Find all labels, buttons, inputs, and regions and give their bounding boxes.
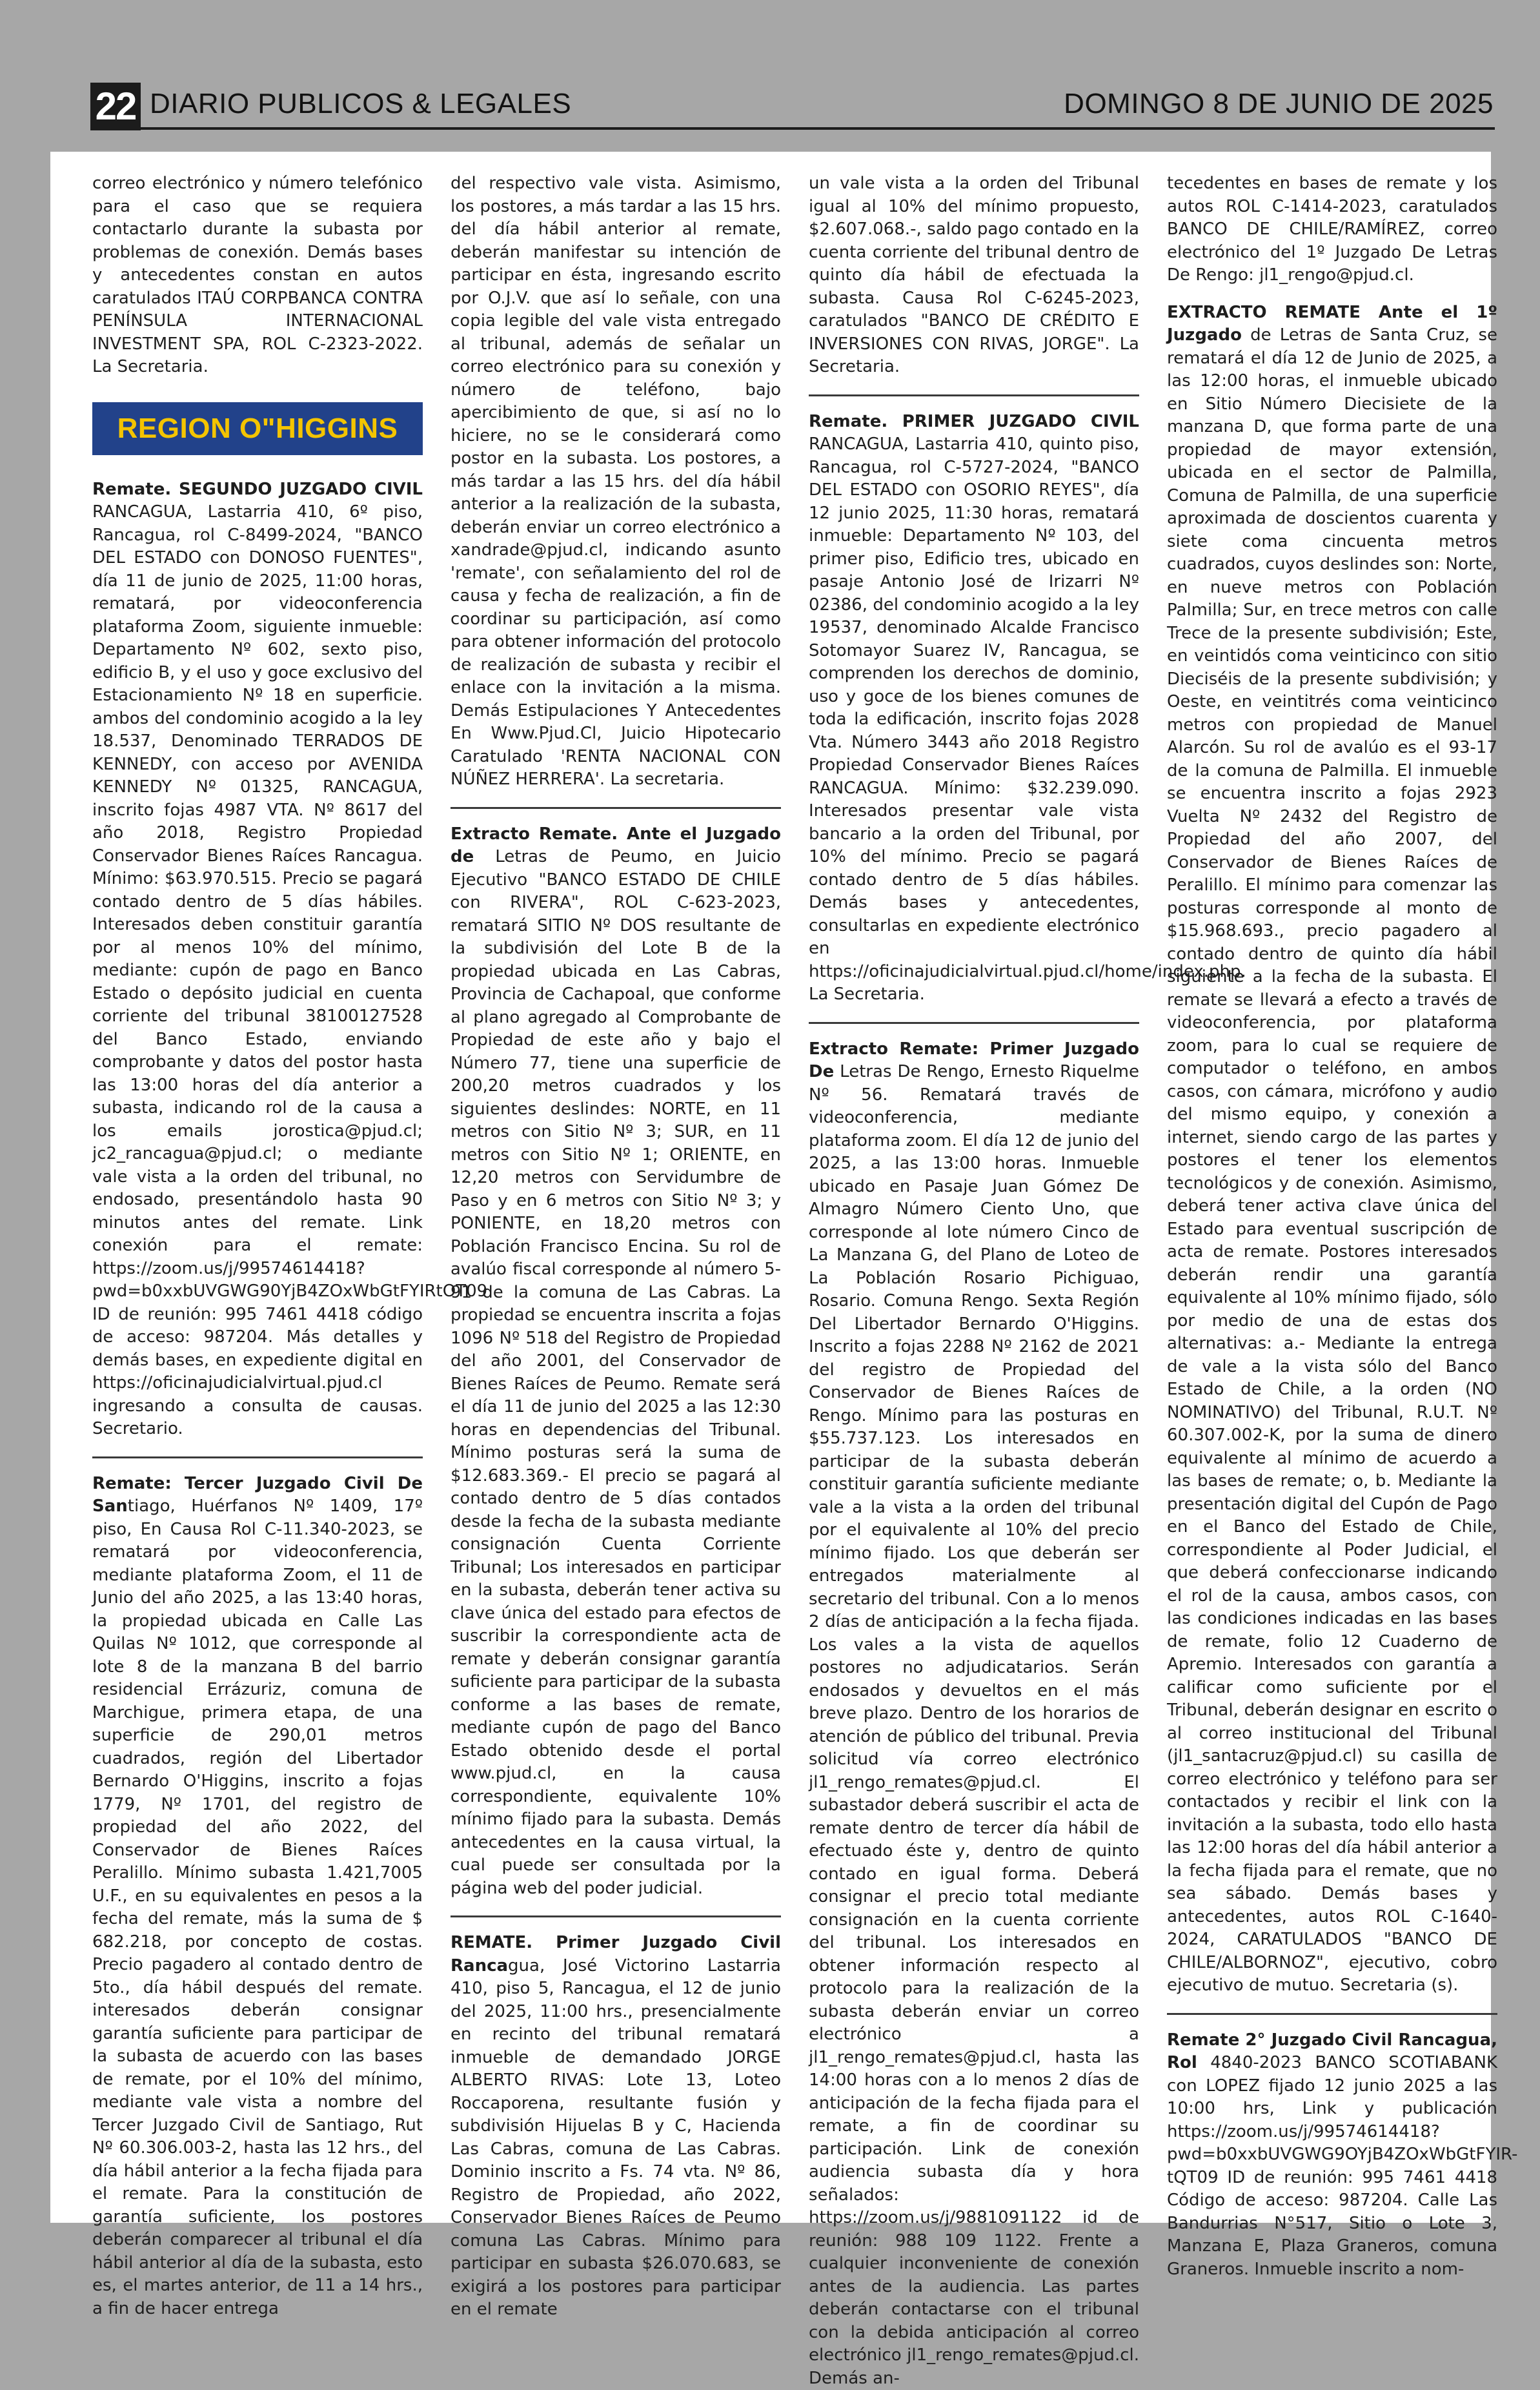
notice-text: gua, José Victorino Lastarria 410, piso 5, Rancagua, el 12 de junio del 2025, 11:00 hrs., presencialmente en recinto del tribunal rematará inmueble de demandado JORGE ALBERTO RIVAS: Lote 13, Loteo Roccaporena, resultante fusión y subdivisión Hijuelas B y C, Hacienda Las Cabras, comuna de Las Cabras. Dominio inscrito a Fs. 74 vta. Nº 86, Registro de Propiedad, año 2022, Conservador Bienes Raíces de Peumo comuna Las Cabras. Mínimo para participar en subasta $26.070.683, se exigirá a los postores para participar en el remate — [451, 1956, 781, 2320]
notice-heading: Remate. PRIMER JUZGADO CIVIL — [809, 412, 1139, 431]
notice-text: de Letras de Santa Cruz, se rematará el día 12 de Junio de 2025, a las 12:00 horas, el inmueble ubicado en Sitio Número Diecisiete de la manzana D, que forma parte de una propiedad de mayor extensión, ubicada en el sector de Palmilla, Comuna de Palmilla, de una superficie aproximada de doscientos cuarenta y siete coma cincuenta metros cuadrados, cuyos deslindes son: Norte, en nueve metros con Población Palmilla; Sur, en trece metros con calle Trece de la presente subdivisión; Este, en veintidós coma veinticinco con sitio Dieciséis de la presente subdivisión; y Oeste, en veintitrés coma veinticinco metros con propiedad de Manuel Alarcón. Su rol de avalúo es el 93-17 de la comuna de Palmilla. El inmueble se encuentra inscrito a fojas 2923 Vuelta Nº 2432 del Registro de Propiedad del año 2007, del Conservador de Bienes Raíces de Peralillo. El mínimo para comenzar las posturas corresponde al monto de $15.968.693., precio pagadero al contado dentro de quinto día hábil siguiente a la fecha de la subasta. El remate se llevará a efecto a través de videoconferencia, por plataforma zoom, para lo cual se requiere de computador o teléfono, en ambos casos, con cámara, micrófono y audio del mismo equipo, y conexión a internet, siendo cargo de las partes y postores el tener los elementos tecnológicos y de conexión. Asimismo, deberá tener activa clave única del Estado para eventual suscripción de acta de remate. Postores interesados deberán rendir una garantía equivalente al 10% mínimo fijado, sólo por medio de una de estas dos alternativas: a.- Mediante la entrega de vale a la vista sólo del Banco Estado de Chile, a la orden (NO NOMINATIVO) del Tribunal, R.U.T. Nº 60.307.002-K, por la suma de dinero equivalente al mínimo de acuerdo a las bases de remate; o, b. Mediante la presentación digital del Cupón de Pago en el Banco del Estado de Chile, correspondiente al Poder Judicial, el que deberá confeccionarse indicando el rol de la causa, ambos casos, con las condiciones indicadas en las bases de remate, folio 12 Cuaderno de Apremio. Interesados con garantía a calificar como suficiente por el Tribunal, deberán designar en escrito o al correo institucional del Tribunal (jl1_santacruz@pjud.cl) su casilla de correo electrónico y teléfono para ser contactados y recibir el link con la invitación a la subasta, todo ello hasta las 12:00 horas del día hábil anterior a la fecha fijada para el remate, que no sea sábado. Demás bases y antecedentes, autos ROL C-1640-2024, CARATULADOS "BANCO DE CHILE/ALBORNOZ", ejecutivo, cobro ejecutivo de mutuo. Secretaria (s). — [1167, 325, 1497, 1995]
notice-divider — [451, 807, 781, 809]
publication-date: DOMINGO 8 DE JUNIO DE 2025 — [1064, 88, 1494, 120]
notice-continuation: tecedentes en bases de remate y los autos ROL C-1414-2023, caratulados BANCO DE CHILE/RAMÍREZ, correo electrónico del 1º Juzgado De Letras De Rengo: jl1_rengo@pjud.cl. — [1167, 172, 1497, 287]
column-3 — [809, 172, 1139, 2390]
notice — [92, 1473, 423, 2321]
notice-text: Letras De Rengo, Ernesto Riquelme Nº 56. Rematará través de videoconferencia, mediante plataforma zoom. El día 12 de junio del 2025, a las 13:00 horas. Inmueble ubicado en Pasaje Juan Gómez De Almagro Número Ciento Uno, que corresponde al lote número Cinco de La Manzana G, del Plano de Loteo de La Población Rosario Pichiguao, Rosario. Comuna Rengo. Sexta Región Del Libertador Bernardo O'Higgins. Inscrito a fojas 2288 Nº 2162 de 2021 del registro de Propiedad del Conservador de Bienes Raíces de Rengo. Mínimo para las posturas en $55.737.123. Los interesados en participar de la subasta deberán constituir garantía suficiente mediante vale a la vista a la orden del tribunal por el equivalente al 10% del precio mínimo fijado. Los que deberán ser entregados materialmente al secretario del tribunal. Con a lo menos 2 días de anticipación a la fecha fijada. Los vales a la vista de aquellos postores no adjudicatarios. Serán endosados y devueltos en el más breve plazo. Dentro de los horarios de atención de público del tribunal. Previa solicitud vía correo electrónico jl1_rengo_remates@pjud.cl. El subastador deberá suscribir el acta de remate dentro de tercer día hábil de efectuado éste y, dentro de quinto contado en igual forma. Deberá consignar el precio total mediante consignación en la cuenta corriente del tribunal. Los interesados en obtener información respecto al protocolo para la realización de la subasta deberán enviar un correo electrónico a jl1_rengo_remates@pjud.cl, hasta las 14:00 horas con a lo menos 2 días de anticipación de la fecha fijada para el remate, a fin de coordinar su participación. Link de conexión audiencia subasta día y hora señalados: https://zoom.us/j/9881091122 id de reunión: 988 109 1122. Frente a cualquier inconveniente de conexión antes de la audiencia. Las partes deberán contactarse con el tribunal con la debida anticipación al correo electrónico jl1_rengo_remates@pjud.cl. Demás an- — [809, 1062, 1139, 2388]
notice-heading: Extracto Remate: Primer Juzgado De — [809, 1039, 1139, 1082]
page-number: 22 — [90, 83, 141, 130]
notice-heading: REMATE. Primer Juzgado Civil Ranca — [451, 1933, 781, 1976]
notice-divider — [92, 1456, 423, 1458]
notice-divider — [1167, 2013, 1497, 2015]
notice-text: 4840-2023 BANCO SCOTIABANK con LOPEZ fijado 12 junio 2025 a las 10:00 hrs, Link y publicación https://zoom.us/j/99574614418?pwd=b0xxbUVGWG9OYjB4ZOxWbGtFYIR- tQT09 ID de reunión: 995 7461 4418 Código de acceso: 987204. Calle Las Bandurrias N°517, Sitio o Lote 3, Manzana E, Plaza Graneros, comuna Graneros. Inmueble inscrito a nom- — [1167, 2053, 1517, 2279]
notice — [1167, 2029, 1497, 2282]
notice — [451, 1932, 781, 2322]
notice-heading: EXTRACTO REMATE Ante el 1º Juzgado — [1167, 303, 1497, 345]
notice — [809, 411, 1139, 1006]
notice-text: RANCAGUA, Lastarria 410, quinto piso, Rancagua, rol C-5727-2024, "BANCO DEL ESTADO con OSORIO REYES", día 12 junio 2025, 11:30 horas, rematará inmueble: Departamento Nº 103, del primer piso, Edificio tres, ubicado en pasaje Antonio José de Irizarri Nº 02386, del condominio acogido a la ley 19537, denominado Alcalde Francisco Sotomayor Suarez IV, Rancagua, se comprenden los derechos de dominio, uso y goce de los bienes comunes de toda la edificación, inscrito fojas 2028 Vta. Número 3443 año 2018 Registro Propiedad Conservador Bienes Raíces RANCAGUA. Mínimo: $32.239.090. Interesados presentar vale vista bancario a la orden del Tribunal, por 10% del mínimo. Precio se pagará contado dentro de 5 días hábiles. Demás bases y antecedentes, consultarlas en expediente electrónico en https://oficinajudicialvirtual.pjud.cl/home/index.php. La Secretaria. — [809, 434, 1246, 1004]
publication-title: DIARIO PUBLICOS & LEGALES — [150, 88, 571, 120]
notice-text: RANCAGUA, Lastarria 410, 6º piso, Rancagua, rol C-8499-2024, "BANCO DEL ESTADO con DONOSO FUENTES", día 11 de junio de 2025, 11:00 horas, rematará, por videoconferencia plataforma Zoom, siguiente inmueble: Departamento Nº 602, sexto piso, edificio B, y el uso y goce exclusivo del Estacionamiento Nº 18 en superficie. ambos del condominio acogido a la ley 18.537, Denominado TERRADOS DE KENNEDY, con acceso por AVENIDA KENNEDY Nº 01325, RANCAGUA, inscrito fojas 4987 VTA. Nº 8617 del año 2018, Registro Propiedad Conservador Bienes Raíces Rancagua. Mínimo: $63.970.515. Precio se pagará contado dentro de 5 días hábiles. Interesados deben constituir garantía por al menos 10% del mínimo, mediante: cupón de pago en Banco Estado o depósito judicial en cuenta corriente del tribunal 38100127528 del Banco Estado, enviando comprobante y datos del postor hasta las 13:00 horas del día anterior a subasta, indicando rol de la causa a los emails jorostica@pjud.cl; jc2_rancagua@pjud.cl; o mediante vale vista a la orden del tribunal, no endosado, presentándolo hasta 90 minutos antes del remate. Link conexión para el remate: https://zoom.us/j/99574614418?pwd=b0xxbUVGWG90YjB4ZOxWbGtFYIRtOT09 ID de reunión: 995 7461 4418 código de acceso: 987204. Más detalles y demás bases, en expediente digital en https://oficinajudicialvirtual.pjud.cl ingresando a consulta de causas. Secretario. — [92, 502, 487, 1438]
notice-divider — [451, 1915, 781, 1917]
notice-heading: Extracto Remate. Ante el Juzgado de — [451, 824, 781, 867]
notice — [92, 478, 423, 1441]
notice-continuation: del respectivo vale vista. Asimismo, los postores, a más tardar a las 15 hrs. del día hábil anterior al remate, deberán manifestar su intención de participar en ésta, ingresando escrito por O.J.V. que así lo señale, con una copia legible del vale vista entregado al tribunal, además de señalar un correo electrónico para su conexión y número de teléfono, bajo apercibimiento de que, si así no lo hiciere, no se le considerará como postor en la subasta. Los postores, a más tardar a las 15 hrs. del día hábil anterior a la realización de la subasta, deberán enviar un correo electrónico a xandrade@pjud.cl, indicando asunto 'remate', con señalamiento del rol de causa y fecha de realización, a fin de coordinar su participación, así como para obtener información del protocolo de realización de subasta y recibir el enlace con la invitación a la misma. Demás Estipulaciones Y Antecedentes En Www.Pjud.Cl, Juicio Hipotecario Caratulado 'RENTA NACIONAL CON NÚÑEZ HERRERA'. La secretaria. — [451, 172, 781, 792]
notice-divider — [809, 1022, 1139, 1024]
header-rule — [141, 127, 1495, 130]
column-4 — [1167, 172, 1497, 2281]
notice-text: Letras de Peumo, en Juicio Ejecutivo "BANCO ESTADO DE CHILE con RIVERA", ROL C-623-2023, rematará SITIO Nº DOS resultante de la subdivisión del Lote B de la propiedad ubicada en Las Cabras, Provincia de Cachapoal, que conforme al plano agregado al Comprobante de Propiedad de este año y bajo el Número 77, tiene una superficie de 200,20 metros cuadrados y los siguientes deslindes: NORTE, en 11 metros con Sitio Nº 3; SUR, en 11 metros con Sitio Nº 1; ORIENTE, en 12,20 metros con Servidumbre de Paso y en 6 metros con Sitio Nº 3; y PONIENTE, en 18,20 metros con Población Francisco Encina. Su rol de avalúo fiscal corresponde al número 5-91 de la comuna de Las Cabras. La propiedad se encuentra inscrita a fojas 1096 Nº 518 del Registro de Propiedad del año 2001, del Conservador de Bienes Raíces de Peumo. Remate será el día 11 de junio del 2025 a las 12:30 horas en dependencias del Tribunal. Mínimo posturas será la suma de $12.683.369.- El precio se pagará al contado dentro de 5 días contados desde la fecha de la subasta mediante consignación Cuenta Corriente Tribunal; Los interesados en participar en la subasta, deberán tener activa su clave única del estado para efectos de suscribir la correspondiente acta de remate y deberán consignar garantía suficiente para participar de la subasta conforme a las bases de remate, mediante cupón de pago del Banco Estado obtenido desde el portal www.pjud.cl, en la causa correspondiente, equivalente 10% mínimo fijado para la subasta. Demás antecedentes en la causa virtual, la cual puede ser consultada por la página web del poder judicial. — [451, 847, 781, 1898]
column-2 — [451, 172, 781, 2322]
notice-heading: Remate. SEGUNDO JUZGADO CIVIL — [92, 480, 423, 499]
notice — [451, 823, 781, 1901]
notice-divider — [809, 394, 1139, 396]
notice — [1167, 301, 1497, 1997]
notice-heading: Remate 2° Juzgado Civil Rancagua, Rol — [1167, 2030, 1497, 2073]
notice — [809, 1038, 1139, 2390]
notice-heading: Remate: Tercer Juzgado Civil De San — [92, 1474, 423, 1517]
column-1 — [92, 172, 423, 2320]
notice-continuation: correo electrónico y número telefónico para el caso que se requiera contactarlo durante la subasta por problemas de conexión. Demás bases y antecedentes constan en autos caratulados ITAÚ CORPBANCA CONTRA PENÍNSULA INTERNACIONAL INVESTMENT SPA, ROL C-2323-2022. La Secretaria. — [92, 172, 423, 379]
region-banner: REGION O"HIGGINS — [92, 402, 423, 455]
page-header — [0, 0, 1540, 152]
notice-continuation: un vale vista a la orden del Tribunal igual al 10% del mínimo propuesto, $2.607.068.-, saldo pago contado en la cuenta corriente del tribunal dentro de quinto día hábil de efectuada la subasta. Causa Rol C-6245-2023, caratulados "BANCO DE CRÉDITO E INVERSIONES CON RIVAS, JORGE". La Secretaria. — [809, 172, 1139, 379]
page-body — [50, 152, 1491, 2223]
notice-text: tiago, Huérfanos Nº 1409, 17º piso, En Causa Rol C-11.340-2023, se rematará por videoconferencia, mediante plataforma Zoom, el 11 de Junio del año 2025, a las 13:40 horas, la propiedad ubicada en Calle Las Quilas Nº 1012, que corresponde al lote 8 de la manzana B del barrio residencial Errázuriz, comuna de Marchigue, primera etapa, de una superficie de 290,01 metros cuadrados, región del Libertador Bernardo O'Higgins, inscrito a fojas 1779, Nº 1701, del registro de propiedad del año 2022, del Conservador de Bienes Raíces Peralillo. Mínimo subasta 1.421,7005 U.F., en su equivalentes en pesos a la fecha del remate, más la suma de $ 682.218, por concepto de costas. Precio pagadero al contado dentro de 5to., día hábil después del remate. interesados deberán consignar garantía suficiente para participar de la subasta de acuerdo con las bases de remate, por el 10% del mínimo, mediante vale vista a nombre del Tercer Juzgado Civil de Santiago, Rut Nº 60.306.003-2, hasta las 12 hrs., del día hábil anterior a la fecha fijada para el remate. Para la constitución de garantía suficiente, los postores deberán comparecer al tribunal el día hábil anterior al día de la subasta, esto es, el martes anterior, de 11 a 14 hrs., a fin de hacer entrega — [92, 1496, 423, 2318]
